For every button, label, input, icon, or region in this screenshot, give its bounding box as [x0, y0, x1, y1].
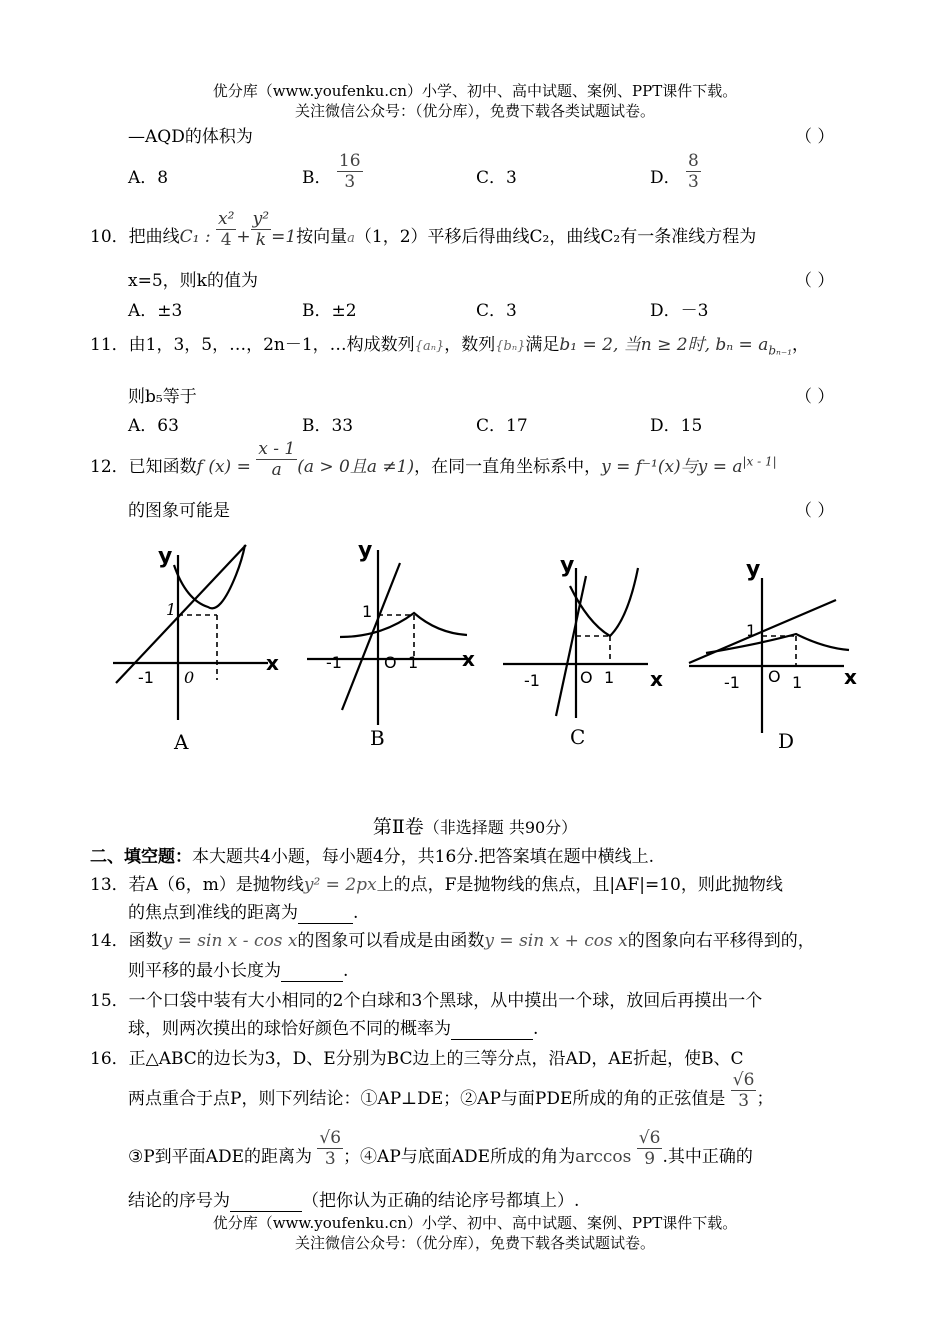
q11-option-a: A．63 — [128, 416, 179, 436]
q11-seq-a: {aₙ} — [414, 339, 445, 354]
q16-fraction-1 — [731, 1070, 757, 1111]
graph-c-line — [556, 576, 586, 716]
q16-frac3-num: √6 — [638, 1128, 661, 1148]
q12-text-2: ，在同一直角坐标系中， — [414, 457, 602, 477]
q14-line-1 — [90, 926, 815, 951]
q10-four: 4 — [220, 230, 232, 250]
q12-func2: y = f⁻¹(x)与y = a — [601, 457, 743, 477]
graph-d-caption: D — [778, 729, 795, 753]
q16-line-3b: ；④AP与底面ADE所成的角为 — [343, 1147, 576, 1167]
section-2-heading: 二、填空题： — [90, 847, 192, 867]
graph-c-y-label: y — [560, 553, 575, 578]
q13-end: . — [353, 903, 359, 923]
q12-paren: （ ） — [795, 501, 835, 521]
q16-semicolon: ； — [756, 1089, 774, 1109]
q16-arccos: arccos — [575, 1147, 632, 1167]
graph-b-zero-label: O — [384, 653, 397, 672]
q12-line-2: 的图象可能是 — [128, 501, 230, 521]
q16-line-4 — [128, 1186, 579, 1212]
q10-frac-x — [216, 209, 236, 250]
graph-d-y-label: y — [746, 557, 761, 582]
q11-text-1: 由1，3，5，…，2n－1，…构成数列 — [128, 335, 415, 355]
q11-line-1 — [90, 330, 809, 357]
graph-d-curve — [706, 634, 849, 653]
graph-c-caption: C — [570, 725, 586, 749]
q11-number: 11． — [90, 335, 129, 355]
q13-answer-blank[interactable] — [298, 903, 353, 924]
q12-func-den: a — [271, 460, 282, 480]
graph-b-x-label: x — [462, 647, 475, 671]
q10-vector-a: a — [347, 231, 355, 246]
q10-curve: C₁ : — [179, 227, 211, 247]
header-line-1: 优分库（www.youfenku.cn）小学、初中、高中试题、案例、PPT课件下载。 — [212, 82, 738, 100]
q12-func2-sup: |x - 1| — [742, 454, 777, 469]
q16-line-4b: （把你认为正确的结论序号都填上）. — [302, 1191, 580, 1211]
graph-a-y-label: y — [158, 544, 173, 569]
q16-number: 16． — [90, 1049, 129, 1069]
q12-func-left: f (x) = — [196, 457, 251, 477]
q12-func-right: (a > 0且a ≠1) — [297, 457, 415, 477]
q11-text-2: ，数列 — [444, 335, 496, 355]
q16-line-4a: 结论的序号为 — [128, 1191, 230, 1211]
q14-line-2 — [128, 956, 348, 982]
q16-answer-blank[interactable] — [230, 1191, 302, 1212]
q12-number: 12． — [90, 457, 129, 477]
q9-b-denominator: 3 — [344, 172, 356, 192]
footer-line-1: 优分库（www.youfenku.cn）小学、初中、高中试题、案例、PPT课件下载。 — [212, 1214, 738, 1232]
q10-line-1 — [90, 209, 757, 250]
part-2-subtitle: （非选择题 共90分） — [423, 818, 578, 837]
q10-option-b: B．±2 — [302, 301, 357, 321]
q10-text-3: （1，2）平移后得曲线C₂，曲线C₂有一条准线方程为 — [354, 227, 757, 247]
graph-c-one-x-label: 1 — [604, 668, 615, 687]
graph-c-x-label: x — [650, 667, 663, 691]
q13-line-2 — [128, 898, 358, 924]
q16-fraction-3 — [637, 1128, 663, 1169]
q10-k: k — [255, 230, 267, 250]
q10-x2: x² — [218, 209, 235, 229]
q15-line-2-text: 球，则两次摸出的球恰好颜色不同的概率为 — [128, 1019, 451, 1039]
graph-b-y-label: y — [358, 538, 373, 563]
q12-func-fraction — [256, 439, 297, 480]
q16-line-3c: .其中正确的 — [662, 1147, 753, 1167]
q15-number: 15． — [90, 991, 129, 1011]
q13-line-2-text: 的焦点到准线的距离为 — [128, 903, 298, 923]
q14-text-2: 的图象可以看成是由函数 — [297, 931, 485, 951]
graph-d-one-label: 1 — [746, 621, 757, 640]
q15-answer-blank[interactable] — [451, 1019, 533, 1040]
q11-option-c: C．17 — [476, 416, 528, 436]
q16-frac1-den: 3 — [738, 1091, 750, 1111]
part-2-heading — [0, 812, 950, 839]
graph-b-neg1-label: -1 — [326, 653, 342, 672]
q11-condition-sub: bₙ₋₁ — [768, 343, 793, 358]
footer-line-2: 关注微信公众号：（优分库），免费下载各类试题试卷。 — [294, 1234, 655, 1252]
q16-frac2-num: √6 — [319, 1128, 342, 1148]
graph-d — [684, 548, 874, 758]
q9-option-d-label: D． — [650, 168, 681, 188]
q9-option-b — [302, 151, 363, 192]
q12-line-1 — [90, 439, 777, 480]
q9-option-d — [650, 151, 701, 192]
header-line-2: 关注微信公众号：（优分库），免费下载各类试题试卷。 — [294, 102, 655, 120]
q9-d-denominator: 3 — [688, 172, 699, 192]
q13-text-2: 上的点，F是抛物线的焦点，且|AF|=10，则此抛物线 — [376, 875, 783, 895]
q11-line-2: 则b₅等于 — [128, 387, 197, 407]
q15-line-1 — [90, 986, 762, 1011]
q10-plus: + — [236, 227, 251, 247]
graph-d-neg1-label: -1 — [724, 673, 740, 692]
q10-eq: =1 — [271, 227, 297, 247]
q10-y2: y² — [252, 209, 270, 229]
graph-c — [498, 548, 678, 758]
q11-option-d: D．15 — [650, 416, 703, 436]
q12-func-num: x - 1 — [258, 439, 296, 459]
q9-text: —AQD的体积为 — [128, 127, 253, 147]
q10-option-a: A．±3 — [128, 301, 183, 321]
q10-paren: （ ） — [795, 271, 835, 291]
q13-formula: y² = 2px — [303, 875, 377, 895]
q16-line-2 — [128, 1070, 774, 1111]
q9-b-numerator: 16 — [338, 151, 361, 171]
graph-a — [108, 535, 288, 755]
q9-option-d-fraction — [686, 151, 701, 192]
q10-text-2: 按向量 — [296, 227, 348, 247]
graph-b-one-x-label: 1 — [408, 653, 419, 672]
q11-paren: （ ） — [795, 387, 835, 407]
q16-line-3a: ③P到平面ADE的距离为 — [128, 1147, 312, 1167]
q15-end: . — [533, 1019, 539, 1039]
graph-a-zero-label: 0 — [184, 668, 195, 687]
q9-option-b-label: B． — [302, 168, 332, 188]
graph-b — [302, 535, 482, 755]
q14-end: . — [343, 961, 349, 981]
q16-line-3 — [128, 1128, 753, 1169]
graph-a-x-label: x — [266, 651, 279, 675]
q11-condition: b₁ = 2, 当n ≥ 2时, bₙ = a — [559, 335, 769, 355]
q15-line-2 — [128, 1014, 538, 1040]
q16-line-1 — [90, 1044, 744, 1069]
graph-b-caption: B — [370, 726, 385, 750]
q10-line-2: x=5，则k的值为 — [128, 271, 258, 291]
q16-fraction-2 — [317, 1128, 343, 1169]
q16-text-1: 正△ABC的边长为3，D、E分别为BC边上的三等分点，沿AD，AE折起，使B、C — [128, 1049, 744, 1069]
graph-a-curve — [174, 545, 245, 608]
graph-a-caption: A — [174, 730, 189, 754]
q9-option-a: A．8 — [128, 168, 169, 188]
graph-c-zero-label: O — [580, 668, 593, 687]
q9-paren: （ ） — [795, 127, 835, 147]
q14-text-1: 函数 — [128, 931, 163, 951]
q14-line-2-text: 则平移的最小长度为 — [128, 961, 281, 981]
q11-text-3: 满足 — [525, 335, 560, 355]
q11-option-b: B．33 — [302, 416, 354, 436]
q15-text-1: 一个口袋中装有大小相同的2个白球和3个黑球，从中摸出一个球，放回后再摸出一个 — [128, 991, 763, 1011]
graph-c-neg1-label: -1 — [524, 671, 540, 690]
q10-option-d: D．－3 — [650, 301, 709, 321]
q14-text-3: 的图象向右平移得到的， — [627, 931, 815, 951]
q13-line-1 — [90, 870, 783, 895]
q16-frac2-den: 3 — [324, 1149, 336, 1169]
q16-frac3-den: 9 — [644, 1149, 656, 1169]
graph-d-x-label: x — [844, 665, 857, 689]
q13-number: 13． — [90, 875, 129, 895]
q14-number: 14． — [90, 931, 129, 951]
q9-d-numerator: 8 — [688, 151, 699, 171]
q10-option-c: C．3 — [476, 301, 517, 321]
q9-option-b-fraction — [337, 151, 363, 192]
q14-f1: y = sin x - cos x — [162, 931, 298, 951]
q10-number: 10． — [90, 227, 129, 247]
q10-frac-y — [251, 209, 271, 250]
graph-b-curve — [340, 613, 467, 637]
section-2-text: 本大题共4小题，每小题4分，共16分.把答案填在题中横线上. — [192, 847, 655, 867]
q9-option-c: C．3 — [476, 168, 517, 188]
graph-d-one-x-label: 1 — [792, 673, 803, 692]
graph-d-zero-label: O — [768, 667, 781, 686]
part-2-title: 第Ⅱ卷 — [372, 816, 424, 838]
q11-comma: ， — [792, 335, 810, 355]
graph-b-one-label: 1 — [362, 602, 373, 621]
q16-frac1-num: √6 — [732, 1070, 755, 1090]
q13-text-1: 若A（6，m）是抛物线 — [128, 875, 304, 895]
q16-line-2-text: 两点重合于点P，则下列结论：①AP⊥DE；②AP与面PDE所成的角的正弦值是 — [128, 1089, 726, 1109]
q10-text-1: 把曲线 — [128, 227, 180, 247]
q14-answer-blank[interactable] — [281, 961, 343, 982]
q14-f2: y = sin x + cos x — [484, 931, 628, 951]
graph-a-one-label: 1 — [166, 600, 177, 619]
q12-text-1: 已知函数 — [128, 457, 197, 477]
section-2-line — [90, 842, 654, 867]
graph-a-neg1-label: -1 — [138, 668, 154, 687]
q11-seq-b: {bₙ} — [495, 339, 526, 354]
